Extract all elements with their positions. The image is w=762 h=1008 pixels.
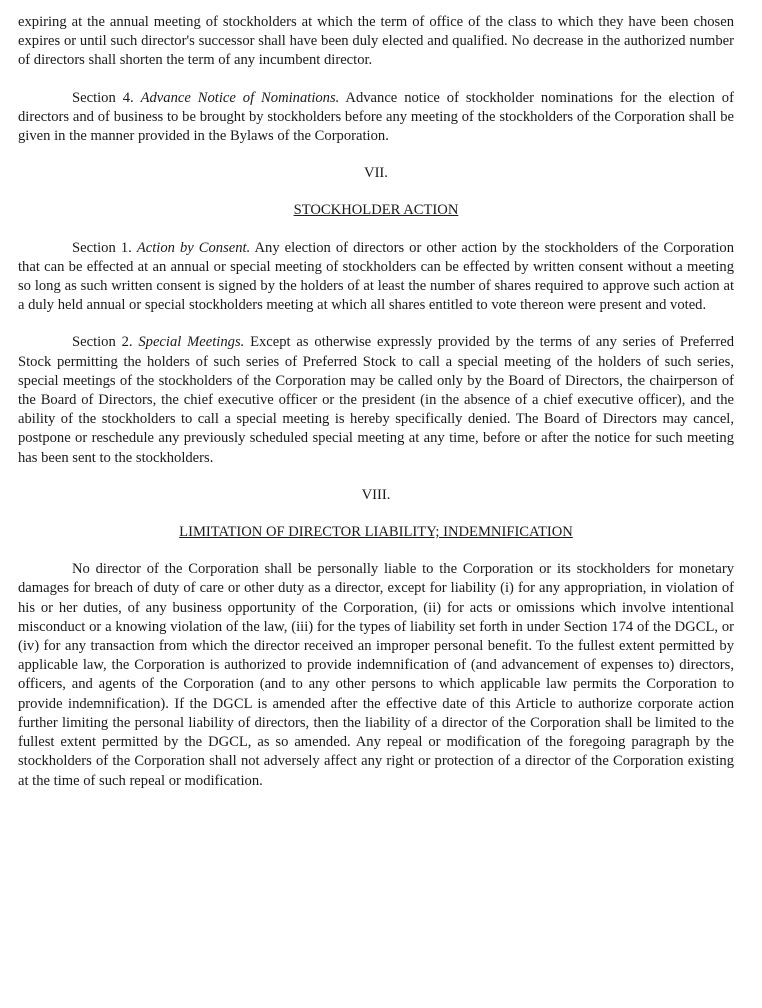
document-page [18,13,734,791]
article-8-numeral: VIII. [361,486,391,503]
article-8-paragraph: No director of the Corporation shall be personally liable to the Corporation or its stockholders for monetary damages for breach of duty of care or other duty as a director, except for liability (i) for any appropriation, in violation of his or her duties, of any business opportunity of the Corporation, (ii) for acts or omissions which involve intentional misconduct or a knowing violation of the law, (iii) for the types of liability set forth in under Section 174 of the DGCL, or (iv) for any transaction from which the director received an improper personal benefit. To the fullest extent permitted by applicable law, the Corporation is authorized to provide indemnification of (and advancement of expenses to) directors, officers, and agents of the Corporation (and to any other persons to which applicable law permits the Corporation to provide indemnification). If the DGCL is amended after the effective date of this Article to authorize corporate action further limiting the personal liability of directors, then the liability of a director of the Corporation shall be limited to the fullest extent permitted by the DGCL, as so amended. Any repeal or modification of the foregoing paragraph by the stockholders of the Corporation shall not adversely affect any right or protection of a director of the Corporation existing at the time of such repeal or modification. [18,561,734,789]
article-7-section-1-title: Action by Consent. [136,239,251,256]
section-4-body: Advance notice of stockholder nominations for the election of directors and of business to be brought by stockholders before any meeting of the stockholders of the Corporation shall be given in the manner provided in the Bylaws of the Corporation. [18,89,734,145]
article-7-section-2-body: Except as otherwise expressly provided by the terms of any series of Preferred Stock permitting the holders of such series of Preferred Stock to call a special meeting of the holders of such series, special meetings of the stockholders of the Corporation may be called only by the Board of Directors, the chairperson of the Board of Directors, the chief executive officer or the president (in the absence of a chief executive officer), and the ability of the stockholders to call a special meeting is hereby specifically denied. The Board of Directors may cancel, postpone or reschedule any previously scheduled special meeting at any time, before or after the notice for such meeting has been sent to the stockholders. [18,334,735,466]
intro-paragraph: expiring at the annual meeting of stockholders at which the term of office of the class to which they have been chosen expires or until such director's successor shall have been duly elected and qualified. No decrease in the authorized number of directors shall shorten the term of any incumbent director. [18,14,734,69]
article-7-section-2-paragraph [18,333,734,467]
section-4-prefix: Section 4. [72,89,141,106]
article-7-section-2-title: Special Meetings. [138,334,245,351]
article-7-numeral: VII. [364,165,388,182]
article-7-section-1-prefix: Section 1. [72,239,137,256]
article-8-title: LIMITATION OF DIRECTOR LIABILITY; INDEMNIFICATION [179,524,573,541]
section-4-title: Advance Notice of Nominations. [140,89,340,106]
article-7-section-1-body: Any election of directors or other action by the stockholders of the Corporation that can be effected at an annual or special meeting of stockholders can be effected by written consent without a meeting so long as such written consent is signed by the holders of at least the number of shares required to approve such action at a duly held annual or special stockholders meeting at which all shares entitled to vote thereon were present and voted. [18,239,734,314]
article-7-section-2-prefix: Section 2. [72,334,139,351]
section-4-paragraph [18,89,734,147]
article-7-title: STOCKHOLDER ACTION [293,202,459,219]
article-7-section-1-paragraph [18,239,734,316]
